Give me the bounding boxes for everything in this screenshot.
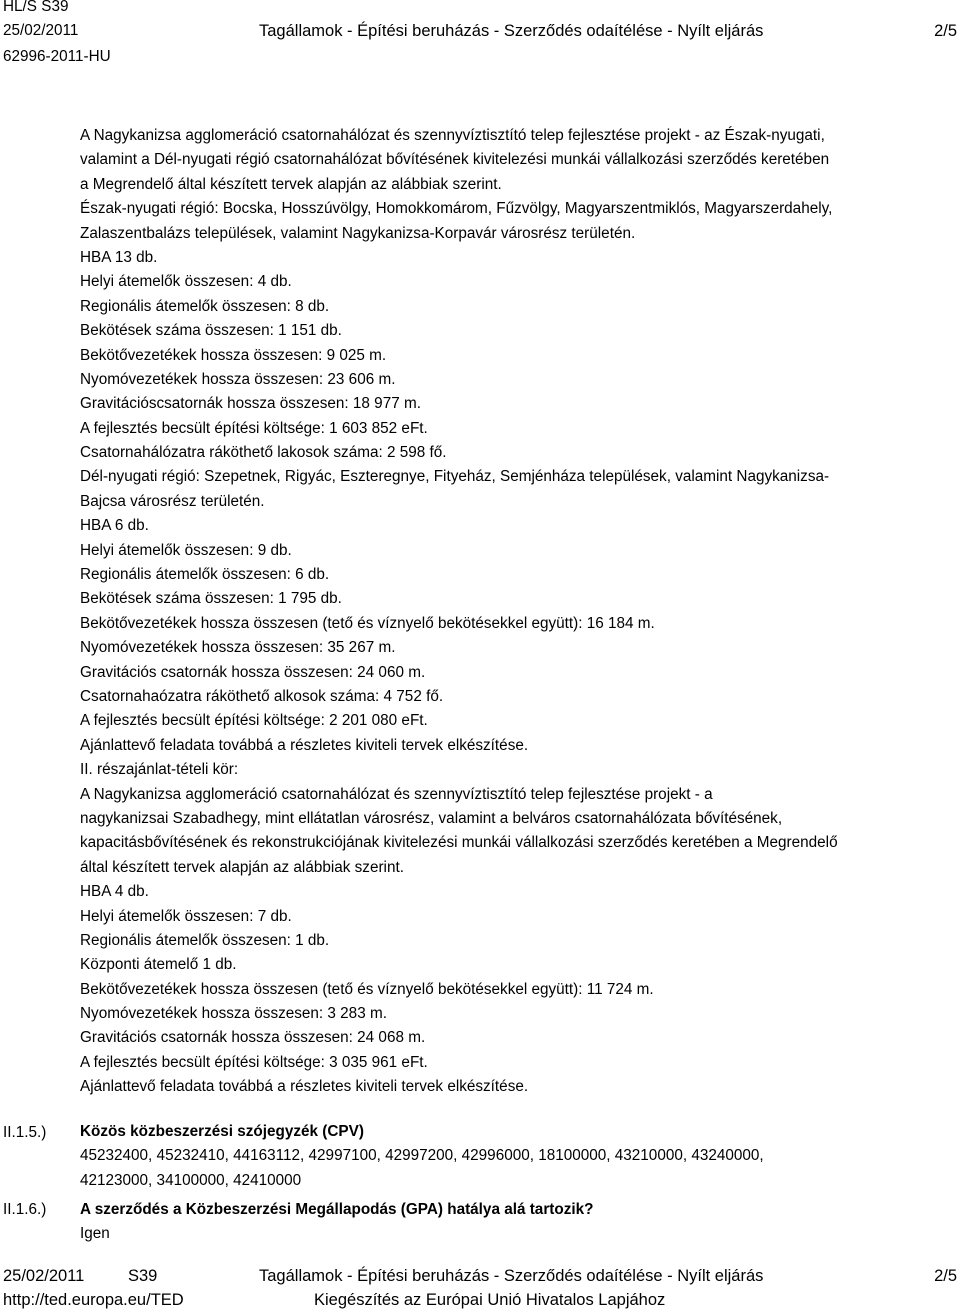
- body-text-line: Nyomóvezetékek hossza összesen: 3 283 m.: [80, 1005, 387, 1023]
- body-text-line: Nyomóvezetékek hossza összesen: 35 267 m.: [80, 639, 396, 657]
- gpa-heading: A szerződés a Közbeszerzési Megállapodás (GPA) hatálya alá tartozik?: [80, 1201, 594, 1218]
- body-text-line: Regionális átemelők összesen: 6 db.: [80, 566, 330, 584]
- cpv-codes-line: 45232400, 45232410, 44163112, 42997100, 42997200, 42996000, 18100000, 43210000, 43240000,: [80, 1147, 764, 1165]
- header-date: 25/02/2011: [3, 22, 79, 39]
- section-gpa: [80, 1198, 955, 1247]
- body-text-line: Helyi átemelők összesen: 7 db.: [80, 907, 292, 925]
- doc-code: HL/S S39: [3, 0, 69, 15]
- cpv-codes-line: 42123000, 34100000, 42410000: [80, 1171, 302, 1189]
- body-text-line: nagykanizsai Szabadhegy, mint ellátatlan városrész, valamint a belváros csatornahálózata bővítésének,: [80, 809, 783, 827]
- body-text-line: valamint a Dél-nyugati régió csatornahálózat bővítésének kivitelezési munkái vállalkozási szerződés keretében: [80, 151, 830, 169]
- page-header: [0, 0, 960, 70]
- body-text-line: A fejlesztés becsült építési költsége: 1 603 852 eFt.: [80, 419, 428, 437]
- footer-page-number: 2/5: [934, 1267, 957, 1285]
- body-text-line: Bajcsa városrész területén.: [80, 492, 265, 510]
- body-text-line: Zalaszentbalázs települések, valamint Nagykanizsa-Korpavár városrész területén.: [80, 224, 636, 242]
- header-title: Tagállamok - Építési beruházás - Szerződés odaítélése - Nyílt eljárás: [259, 22, 764, 40]
- body-text-line: Gravitációs csatornák hossza összesen: 24 060 m.: [80, 663, 426, 681]
- body-text-line: II. részajánlat-tételi kör:: [80, 761, 239, 779]
- header-reference: 62996-2011-HU: [3, 48, 111, 65]
- body-text-line: A fejlesztés becsült építési költsége: 2 201 080 eFt.: [80, 712, 428, 730]
- body-text-line: Bekötővezetékek hossza összesen: 9 025 m.: [80, 346, 387, 364]
- body-text-line: HBA 4 db.: [80, 883, 149, 901]
- section-number-gpa: II.1.6.): [3, 1201, 47, 1218]
- section-cpv: [80, 1120, 955, 1193]
- body-text-line: Helyi átemelők összesen: 4 db.: [80, 273, 292, 291]
- body-text-line: Gravitációscsatornák hossza összesen: 18 977 m.: [80, 395, 421, 413]
- cpv-heading: Közös közbeszerzési szójegyzék (CPV): [80, 1123, 364, 1140]
- body-text-line: Helyi átemelők összesen: 9 db.: [80, 541, 292, 559]
- body-text-line: Bekötővezetékek hossza összesen (tető és víznyelő bekötésekkel együtt): 16 184 m.: [80, 614, 655, 632]
- body-text-line: Nyomóvezetékek hossza összesen: 23 606 m.: [80, 370, 396, 388]
- body-text-line: Csatornahálózatra ráköthető lakosok száma: 2 598 fő.: [80, 444, 447, 462]
- page-footer: [0, 1265, 960, 1311]
- body-text-line: kapacitásbővítésének és rekonstrukciójának kivitelezési munkái vállalkozási szerződés keretében a Megrendelő: [80, 834, 838, 852]
- body-text-line: Észak-nyugati régió: Bocska, Hosszúvölgy, Homokkomárom, Fűzvölgy, Magyarszentmiklós, Magyarszerdahely,: [80, 200, 833, 218]
- body-text-line: Ajánlattevő feladata továbbá a részletes kiviteli tervek elkészítése.: [80, 1078, 529, 1096]
- header-page-number: 2/5: [934, 22, 957, 40]
- footer-series: S39: [128, 1267, 158, 1285]
- footer-publisher: Kiegészítés az Európai Unió Hivatalos Lapjához: [314, 1291, 666, 1309]
- gpa-answer: Igen: [80, 1225, 110, 1243]
- body-text-line: A Nagykanizsa agglomeráció csatornahálózat és szennyvíztisztító telep fejlesztése projekt - az Észak-nyugati,: [80, 127, 825, 144]
- body-text-line: Bekötővezetékek hossza összesen (tető és víznyelő bekötésekkel együtt): 11 724 m.: [80, 980, 654, 998]
- body-text-line: Központi átemelő 1 db.: [80, 956, 237, 974]
- body-text-line: által készített tervek alapján az alábbiak szerint.: [80, 858, 404, 876]
- body-text-line: HBA 13 db.: [80, 248, 158, 266]
- body-text-line: Ajánlattevő feladata továbbá a részletes kiviteli tervek elkészítése.: [80, 736, 529, 754]
- body-text-line: A Nagykanizsa agglomeráció csatornahálózat és szennyvíztisztító telep fejlesztése projekt - a: [80, 785, 713, 803]
- body-text-line: Csatornahaózatra ráköthető alkosok száma: 4 752 fő.: [80, 687, 444, 705]
- body-text-line: A fejlesztés becsült építési költsége: 3 035 961 eFt.: [80, 1053, 428, 1071]
- footer-title: Tagállamok - Építési beruházás - Szerződés odaítélése - Nyílt eljárás: [259, 1267, 764, 1285]
- footer-url: http://ted.europa.eu/TED: [3, 1291, 184, 1309]
- body-text-line: HBA 6 db.: [80, 517, 149, 535]
- body-text-line: Regionális átemelők összesen: 1 db.: [80, 931, 330, 949]
- body-text-line: Gravitációs csatornák hossza összesen: 24 068 m.: [80, 1029, 426, 1047]
- body-text-line: Bekötések száma összesen: 1 151 db.: [80, 322, 342, 340]
- body-text-line: Regionális átemelők összesen: 8 db.: [80, 297, 330, 315]
- body-text-line: Bekötések száma összesen: 1 795 db.: [80, 590, 342, 608]
- section-description-body: [80, 124, 955, 1100]
- footer-date: 25/02/2011: [3, 1267, 85, 1285]
- section-number-cpv: II.1.5.): [3, 1124, 47, 1141]
- body-text-line: a Megrendelő által készített tervek alapján az alábbiak szerint.: [80, 175, 502, 193]
- body-text-line: Dél-nyugati régió: Szepetnek, Rigyác, Eszteregnye, Fityeház, Semjénháza települések, valamint Nagykanizsa-: [80, 468, 830, 486]
